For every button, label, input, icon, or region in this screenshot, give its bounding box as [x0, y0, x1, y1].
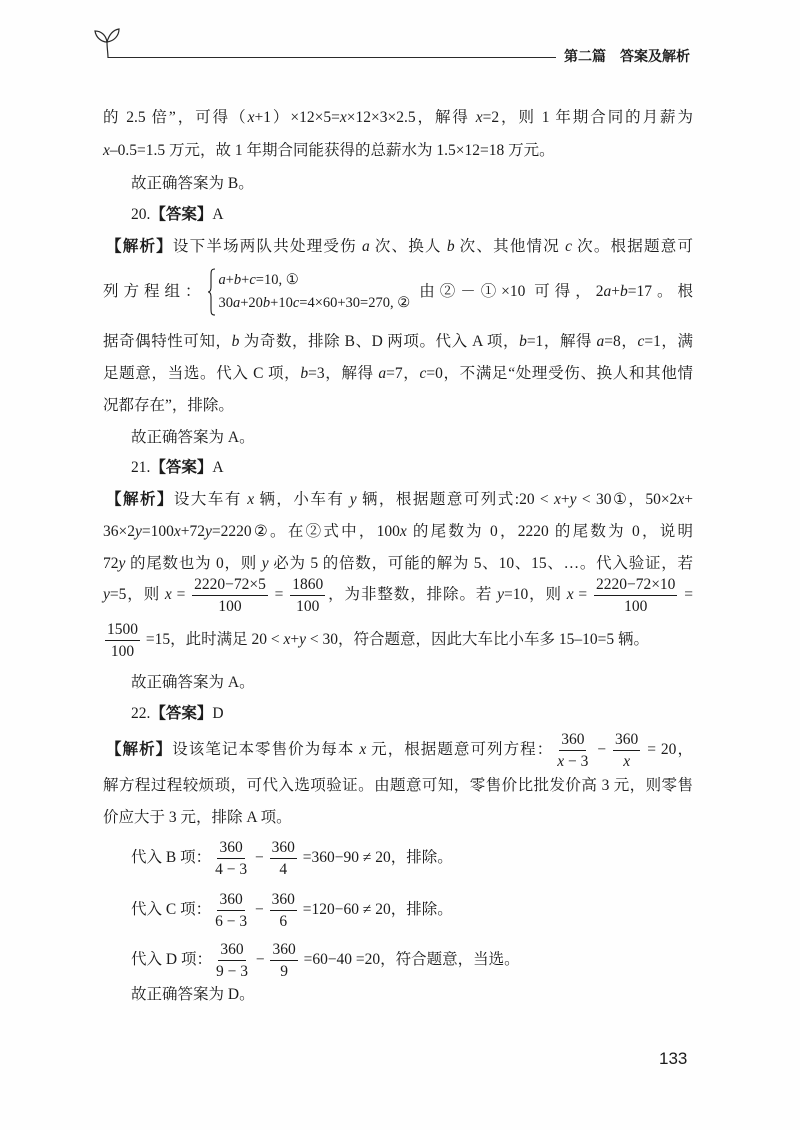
- section-label: 【答案】: [150, 459, 213, 476]
- text-run: 代入 C 项：: [131, 901, 212, 918]
- text-run: +: [225, 272, 234, 289]
- math-variable: b: [231, 333, 240, 350]
- text-run: =: [573, 586, 592, 603]
- fraction: [105, 620, 140, 661]
- math-variable: y: [299, 631, 307, 648]
- text-run: 解方程过程较烦琐，可代入选项验证。由题意可知，零售价比批发价高 3 元，则零售: [103, 777, 693, 794]
- fraction-numerator: [613, 730, 640, 751]
- math-variable: y: [261, 555, 269, 572]
- text-run: +: [611, 283, 621, 300]
- equation-rows: [218, 269, 410, 315]
- equation-row: [218, 292, 410, 315]
- math-variable: y: [569, 491, 577, 508]
- text-run: 元，根据题意可列方程：: [366, 741, 554, 758]
- math-variable: y: [205, 523, 212, 540]
- text-run: 况都存在”，排除。: [103, 397, 234, 414]
- q20-equation-line: [103, 266, 693, 318]
- fraction-numerator: [218, 940, 245, 961]
- math-variable: x: [359, 741, 367, 758]
- text-run: 100: [624, 597, 648, 615]
- math-variable: c: [565, 238, 572, 255]
- math-variable: b: [620, 283, 628, 300]
- text-run: =: [269, 586, 289, 603]
- section-title: 第二篇 答案及解析: [564, 49, 690, 65]
- text-run: 360: [219, 890, 243, 908]
- q20-answer-key: [131, 200, 693, 230]
- q20-explanation-line: [103, 327, 693, 357]
- math-variable: x: [399, 523, 407, 540]
- text-run: 20.: [131, 206, 151, 223]
- fraction: [290, 575, 325, 616]
- q20-conclusion: [131, 423, 693, 453]
- left-brace: [207, 268, 216, 316]
- fraction-denominator: [622, 596, 649, 616]
- equation-row: [218, 269, 410, 292]
- text-run: =17。根: [627, 283, 693, 300]
- math-variable: a: [603, 283, 612, 300]
- text-run: =120−60 ≠ 20，排除。: [298, 901, 453, 918]
- text-run: 2220−72×5: [194, 575, 266, 593]
- q22-explanation-line: [103, 803, 693, 833]
- q19-conclusion: [131, 169, 693, 199]
- text-run: 次、其他情况: [454, 238, 566, 255]
- section-label: 【答案】: [150, 705, 213, 722]
- text-run: 360: [271, 890, 295, 908]
- fraction-numerator: [217, 838, 244, 859]
- text-run: 据奇偶特性可知，: [103, 333, 232, 350]
- text-run: =3，解得: [308, 365, 379, 382]
- fraction: [270, 890, 297, 931]
- q22-substitution-b: [131, 832, 693, 884]
- fraction: [213, 890, 249, 931]
- q22-substitution-d: [131, 934, 693, 986]
- text-run: 由②－①×10 可得，2: [414, 283, 604, 300]
- q21-fraction-line: [103, 614, 693, 666]
- fraction-numerator: [559, 730, 586, 751]
- text-run: 100: [218, 597, 242, 615]
- math-variable: x: [475, 109, 483, 126]
- text-run: 次、换人: [369, 238, 447, 255]
- q21-conclusion: [131, 668, 693, 698]
- text-run: 360: [219, 838, 243, 856]
- text-run: +20: [240, 295, 263, 312]
- text-run: 为奇数，排除 B、D 两项。代入 A 项，: [239, 333, 520, 350]
- text-run: 代入 D 项：: [131, 951, 212, 968]
- math-variable: a: [232, 295, 241, 312]
- math-variable: c: [292, 295, 300, 312]
- text-run: 故正确答案为 A。: [131, 429, 255, 446]
- fraction-numerator: [270, 940, 297, 961]
- text-run: 1500: [107, 620, 138, 638]
- text-run: D: [212, 705, 224, 722]
- math-variable: x: [557, 752, 565, 770]
- fraction-numerator: [270, 890, 297, 911]
- text-run: 列方程组：: [103, 283, 206, 300]
- text-run: 1860: [292, 575, 324, 593]
- fraction-denominator: [555, 751, 590, 771]
- text-run: 360: [615, 730, 639, 748]
- math-variable: b: [519, 333, 527, 350]
- math-variable: c: [249, 272, 256, 289]
- fraction: [192, 575, 268, 616]
- fraction: [270, 940, 297, 981]
- text-run: 的尾数为 0，2220 的尾数为 0，说明: [406, 523, 693, 540]
- text-run: 6: [279, 912, 288, 930]
- text-run: 故正确答案为 B。: [131, 175, 254, 192]
- text-run: 30: [218, 295, 233, 312]
- text-run: 故正确答案为 D。: [131, 986, 255, 1003]
- math-variable: a: [361, 238, 370, 255]
- text-run: 故正确答案为 A。: [131, 674, 255, 691]
- text-run: A: [212, 459, 224, 476]
- text-run: 辆，小车有: [254, 491, 350, 508]
- equation-system: [207, 268, 410, 316]
- math-variable: x: [339, 109, 347, 126]
- q21-explanation-line: [103, 517, 693, 547]
- fraction-denominator: [277, 911, 289, 931]
- q19-explanation-line: [103, 103, 693, 133]
- q19-explanation-line: [103, 136, 693, 166]
- text-run: = 20，: [642, 741, 693, 758]
- section-label: 【解析】: [106, 238, 173, 255]
- math-variable: y: [497, 586, 504, 603]
- text-run: 代入 B 项：: [131, 849, 212, 866]
- math-variable: x: [566, 586, 574, 603]
- section-label: 【答案】: [150, 206, 213, 223]
- fraction-denominator: [277, 859, 289, 879]
- text-run: 2220−72×10: [595, 575, 676, 593]
- math-variable: x: [103, 142, 110, 159]
- q21-explanation-line: [106, 485, 693, 515]
- text-run: =10, ①: [255, 272, 299, 289]
- page-number: 133: [659, 1049, 688, 1068]
- text-run: < 30，符合题意，因此大车比小车多 15–10=5 辆。: [306, 631, 649, 648]
- text-run: 4: [279, 860, 288, 878]
- text-run: 360: [561, 730, 585, 748]
- fraction: [594, 575, 677, 616]
- math-variable: b: [262, 295, 271, 312]
- text-run: 必为 5 的倍数，可能的解为 5、10、15、…。代入验证，若: [268, 555, 693, 572]
- math-variable: b: [446, 238, 455, 255]
- fraction: [613, 730, 640, 771]
- fraction-denominator: [278, 961, 290, 981]
- text-run: − 3: [564, 752, 589, 770]
- text-run: ，为非整数，排除。若: [327, 586, 498, 603]
- text-run: +1）×12×5=: [254, 109, 340, 126]
- math-variable: a: [378, 365, 387, 382]
- fraction-numerator: [290, 575, 325, 596]
- math-variable: x: [173, 523, 181, 540]
- math-variable: x: [247, 109, 255, 126]
- text-run: +10: [270, 295, 293, 312]
- q21-answer-key: [131, 453, 693, 483]
- math-variable: y: [135, 523, 142, 540]
- fraction: [555, 730, 590, 771]
- text-run: =7，: [386, 365, 420, 382]
- text-run: +: [684, 491, 693, 508]
- text-run: 9 − 3: [215, 962, 248, 980]
- fraction-denominator: [216, 596, 243, 616]
- fraction-denominator: [109, 641, 136, 661]
- text-run: 4 − 3: [215, 860, 248, 878]
- text-run: =: [679, 586, 693, 603]
- text-run: −: [251, 951, 269, 968]
- text-run: 21.: [131, 459, 151, 476]
- text-run: =: [171, 586, 191, 603]
- q20-explanation-line: [103, 391, 693, 421]
- section-label: 【解析】: [106, 491, 174, 508]
- math-variable: y: [103, 586, 110, 603]
- text-run: 360: [220, 940, 244, 958]
- text-run: =0，不满足“处理受伤、换人和其他情: [426, 365, 694, 382]
- q22-explanation-line: [106, 724, 693, 776]
- text-run: =2220②。在②式中，100: [211, 523, 400, 540]
- text-run: 100: [110, 642, 135, 660]
- text-run: 36×2: [103, 523, 135, 540]
- sprout-icon: [90, 24, 122, 60]
- text-run: 设该笔记本零售价为每本: [172, 741, 360, 758]
- math-variable: y: [349, 491, 357, 508]
- math-variable: x: [247, 491, 255, 508]
- fraction-denominator: [213, 911, 249, 931]
- text-run: 价应大于 3 元，排除 A 项。: [103, 809, 292, 826]
- text-run: 的 2.5 倍”，可得（: [103, 109, 248, 126]
- text-run: 设下半场两队共处理受伤: [172, 238, 362, 255]
- text-run: =360−90 ≠ 20，排除。: [298, 849, 453, 866]
- text-run: +72: [180, 523, 206, 540]
- fraction-denominator: [214, 961, 250, 981]
- text-run: =60−40 =20，符合题意，当选。: [299, 951, 520, 968]
- fraction-numerator: [217, 890, 244, 911]
- header-rule: [108, 57, 556, 58]
- text-run: =1，解得: [526, 333, 597, 350]
- fraction-numerator: [105, 620, 140, 641]
- text-run: A: [212, 206, 224, 223]
- fraction: [270, 838, 297, 879]
- text-run: 辆，根据题意可列式:20 <: [356, 491, 555, 508]
- text-run: 72: [103, 555, 119, 572]
- text-run: 22.: [131, 705, 151, 722]
- text-run: +: [290, 631, 300, 648]
- text-run: ×12×3×2.5，解得: [346, 109, 476, 126]
- text-run: 100: [296, 597, 320, 615]
- text-run: =100: [141, 523, 174, 540]
- fraction-denominator: [621, 751, 632, 771]
- fraction: [214, 940, 250, 981]
- text-run: 360: [272, 940, 296, 958]
- math-variable: b: [300, 365, 309, 382]
- text-run: +: [560, 491, 570, 508]
- math-variable: y: [118, 555, 126, 572]
- text-run: 360: [271, 838, 295, 856]
- q22-substitution-c: [131, 884, 693, 936]
- math-variable: a: [218, 272, 226, 289]
- text-run: −: [251, 901, 268, 918]
- fraction-numerator: [270, 838, 297, 859]
- math-variable: c: [637, 333, 645, 350]
- section-label: 【解析】: [106, 741, 173, 758]
- fraction-numerator: [594, 575, 677, 596]
- text-run: −: [251, 849, 268, 866]
- fraction-denominator: [294, 596, 321, 616]
- text-run: 次。根据题意可: [572, 238, 693, 255]
- text-run: =1，满: [644, 333, 693, 350]
- q22-explanation-line: [103, 771, 693, 801]
- text-run: −: [592, 741, 612, 758]
- text-run: 9: [280, 962, 288, 980]
- text-run: =4×60+30=270, ②: [299, 295, 411, 312]
- math-variable: a: [596, 333, 605, 350]
- text-run: +: [241, 272, 250, 289]
- text-run: =10，则: [503, 586, 567, 603]
- math-variable: b: [233, 272, 242, 289]
- text-run: =8，: [604, 333, 638, 350]
- fraction-numerator: [192, 575, 268, 596]
- math-variable: x: [283, 631, 291, 648]
- text-run: 设大车有: [173, 491, 248, 508]
- math-variable: x: [677, 491, 685, 508]
- fraction: [213, 838, 249, 879]
- text-run: –0.5=1.5 万元，故 1 年期合同能获得的总薪水为 1.5×12=18 万元。: [109, 142, 555, 159]
- text-run: 6 − 3: [215, 912, 248, 930]
- math-variable: c: [419, 365, 427, 382]
- text-run: < 30①，50×2: [576, 491, 678, 508]
- q20-explanation-line: [103, 359, 693, 389]
- text-run: =2，则 1 年期合同的月薪为: [482, 109, 693, 126]
- fraction-denominator: [213, 859, 249, 879]
- text-run: 足题意，当选。代入 C 项，: [103, 365, 301, 382]
- math-variable: x: [554, 491, 561, 508]
- text-run: =5，则: [109, 586, 165, 603]
- text-run: =15，此时满足 20 <: [142, 631, 284, 648]
- math-variable: x: [164, 586, 172, 603]
- text-run: 的尾数也为 0，则: [125, 555, 262, 572]
- q22-conclusion: [131, 980, 693, 1010]
- math-variable: x: [623, 752, 631, 770]
- q20-explanation-line: [106, 232, 693, 262]
